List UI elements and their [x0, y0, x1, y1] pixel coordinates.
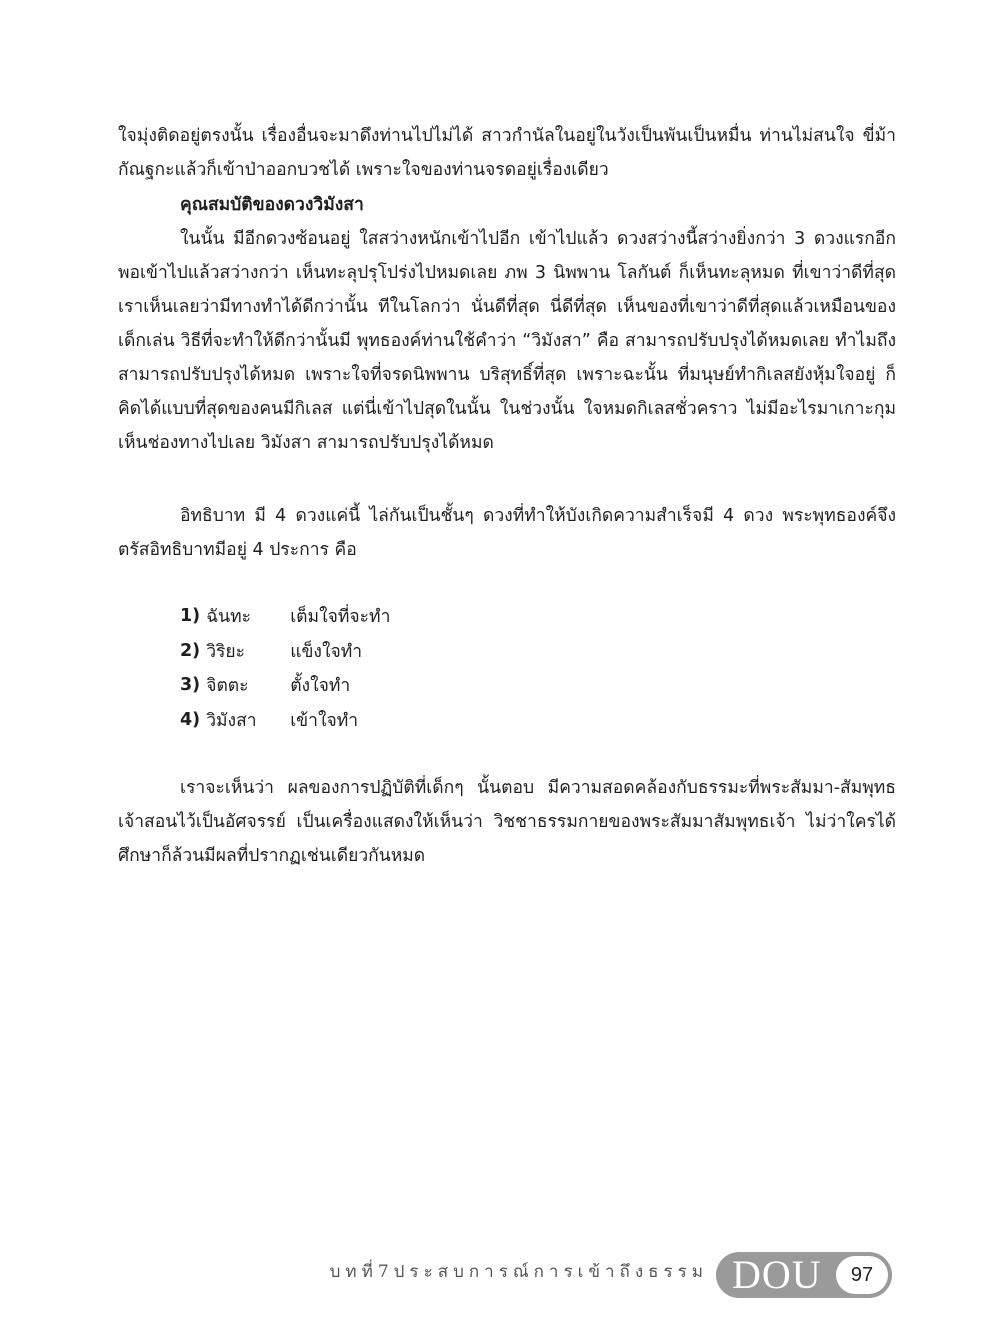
list-item-description: เข้าใจทำ: [290, 710, 359, 731]
list-item-description: ตั้งใจทำ: [290, 676, 351, 697]
list-item: [180, 668, 390, 703]
paragraph-vimamsa-text: ในนั้น มีอีกดวงซ้อนอยู่ ใสสว่างหนักเข้าไปอีก เข้าไปแล้ว ดวงสว่างนี้สว่างยิ่งกว่า 3 ดวงแรกอีก พอเข้าไปแล้วสว่างกว่า เห็นทะลุปรุโปร่งไปหมดเลย ภพ 3 นิพพาน โลกันต์ ก็เห็นทะลุหมด ที่เขาว่าดีที่สุด เราเห็นเลยว่ามีทางทำได้ดีกว่านั้น ทีในโลกว่า นั่นดีที่สุด นี่ดีที่สุด เห็นของที่เขาว่าดีที่สุดแล้วเหมือนของเด็กเล่น วิธีที่จะทำให้ดีกว่านั้นมี พุทธองค์ท่านใช้คำว่า “วิมังสา” คือ สามารถปรับปรุงได้หมดเลย ทำไมถึงสามารถปรับปรุงได้หมด เพราะใจที่จรดนิพพาน บริสุทธิ์ที่สุด เพราะฉะนั้น ที่มนุษย์ทำกิเลสยังหุ้มใจอยู่ ก็คิดได้แบบที่สุดของคนมีกิเลส แต่นี่เข้าไปสุดในนั้น ในช่วงนั้น ใจหมดกิเลสชั่วคราว ไม่มีอะไรมาเกาะกุม เห็นช่องทางไปเลย วิมังสา สามารถปรับปรุงได้หมด: [118, 229, 896, 453]
iddhipada-list: [180, 599, 390, 737]
paragraph-conclusion: [118, 771, 896, 873]
list-item-description: แข็งใจทำ: [290, 641, 363, 662]
paragraph-iddhipada-text: อิทธิบาท มี 4 ดวงแค่นี้ ไล่กันเป็นชั้นๆ ดวงที่ทำให้บังเกิดความสำเร็จมี 4 ดวง พระพุทธองค์จึงตรัสอิทธิบาทมีอยู่ 4 ประการ คือ: [118, 506, 896, 560]
paragraph-conclusion-text: เราจะเห็นว่า ผลของการปฏิบัติที่เด็กๆ นั้นตอบ มีความสอดคล้องกับธรรมะที่พระสัมมา-สัมพุทธเจ้าสอนไว้เป็นอัศจรรย์ เป็นเครื่องแสดงให้เห็นว่า วิชชาธรรมกายของพระสัมมาสัมพุทธเจ้า ไม่ว่าใครได้ศึกษาก็ล้วนมีผลที่ปรากฏเช่นเดียวกันหมด: [118, 778, 896, 866]
list-item-number: 1): [180, 606, 201, 627]
page-number: 97: [836, 1256, 888, 1294]
paragraph-vimamsa: [118, 222, 896, 460]
page-footer: [0, 1252, 1000, 1302]
list-item-term: จิตตะ: [206, 676, 249, 697]
chapter-title: บทที่7ประสบการณ์การเข้าถึงธรรม: [329, 1262, 708, 1282]
list-item-term: ฉันทะ: [206, 607, 252, 628]
list-item-description: เต็มใจที่จะทำ: [290, 607, 391, 628]
paragraph-intro: [118, 119, 896, 187]
list-item-term: วิริยะ: [206, 641, 246, 662]
dou-badge: [716, 1252, 892, 1298]
paragraph-iddhipada: [118, 499, 896, 567]
section-heading: คุณสมบัติของดวงวิมังสา: [180, 195, 364, 215]
dou-logo: DOU: [732, 1252, 822, 1297]
list-item: [180, 703, 390, 738]
list-item: [180, 599, 390, 634]
list-item-term: วิมังสา: [206, 710, 257, 731]
list-item-number: 2): [180, 640, 201, 661]
paragraph-intro-text: ใจมุ่งติดอยู่ตรงนั้น เรื่องอื่นจะมาดึงท่านไปไม่ได้ สาวกำนัลในอยู่ในวังเป็นพันเป็นหมื่น ท่านไม่สนใจ ขี่ม้ากัณฐกะแล้วก็เข้าป่าออกบวชได้ เพราะใจของท่านจรดอยู่เรื่องเดียว: [118, 126, 896, 180]
list-item: [180, 634, 390, 669]
list-item-number: 4): [180, 709, 201, 730]
list-item-number: 3): [180, 675, 201, 696]
